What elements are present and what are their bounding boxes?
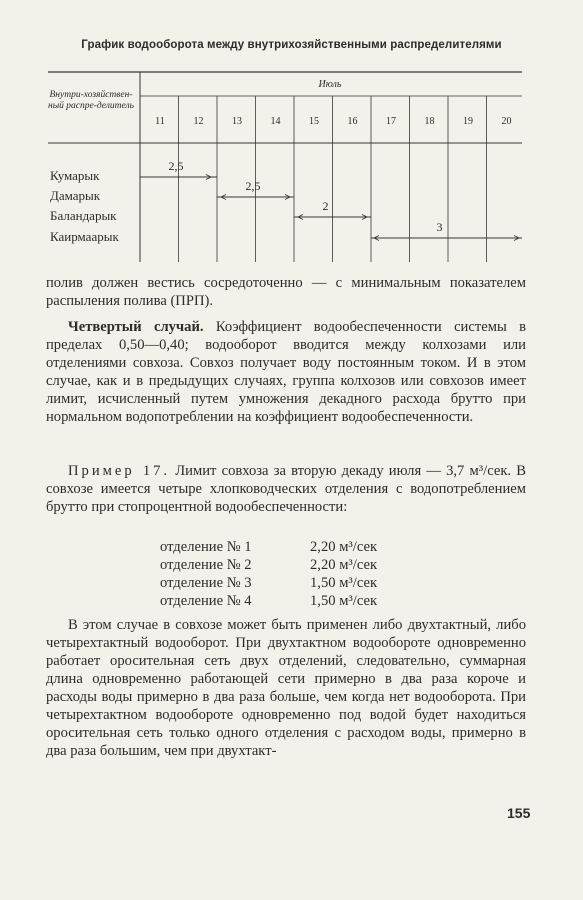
day-header: 16 — [347, 116, 358, 127]
rotation-value: 2,5 — [245, 179, 261, 193]
rotation-value: 2 — [322, 199, 329, 213]
page-number: 155 — [507, 805, 531, 821]
header-label: Внутри-хозяйствен-ный распре-делитель — [48, 90, 134, 111]
day-header: 14 — [270, 116, 281, 127]
day-header: 12 — [193, 116, 204, 127]
paragraph-4-text: В этом случае в совхозе может быть применен либо двухтактный, либо четырехтактный водооборот. При двухтактном водообороте одновременно работает оросительная сеть двух отделений, следовательно, суммарная длина одновременно работающей сети примерно в два раза короче и расходы воды примерно в два раза больше, чем когда нет водооборота. При четырехтактном водообороте одновременно под водой будет находиться оросительная сеть только одного отделения с расходом воды, примерно в два раза большим, чем при двухтакт- — [46, 617, 526, 759]
department-list — [160, 538, 377, 610]
list-item: отделение № 4 1,50 м³/сек — [160, 593, 378, 609]
canal-name: Кумарык — [50, 168, 100, 183]
day-header: 17 — [386, 116, 396, 127]
paragraph-3 — [46, 462, 526, 516]
day-header: 11 — [155, 116, 165, 127]
month-header: Июль — [318, 79, 342, 90]
paragraph-4 — [46, 616, 526, 760]
rotation-value: 2,5 — [168, 159, 184, 173]
paragraph-2 — [46, 318, 526, 426]
table-caption: График водооборота между внутрихозяйственными распределителями — [81, 39, 502, 51]
list-item: отделение № 2 2,20 м³/сек — [160, 557, 378, 573]
case-heading: Четвертый случай. — [68, 319, 204, 335]
canal-name: Баландарык — [50, 208, 117, 223]
list-item: отделение № 1 2,20 м³/сек — [160, 539, 378, 555]
paragraph-1-text: полив должен вестись сосредоточенно — с минимальным показателем распыления полива (ПРП). — [46, 275, 526, 309]
canal-name: Дамарык — [50, 188, 101, 203]
day-header: 15 — [309, 116, 319, 127]
rotation-value: 3 — [436, 220, 443, 234]
day-header: 13 — [232, 116, 242, 127]
list-item: отделение № 3 1,50 м³/сек — [160, 575, 378, 591]
day-header: 19 — [463, 116, 473, 127]
day-header: 20 — [501, 116, 512, 127]
water-rotation-table — [0, 0, 583, 270]
case-body: Коэффициент водообеспеченности системы в пределах 0,50—0,40; водооборот вводится между колхозами или отделениями совхоза. Совхоз получает воду постоянным током. И в этом случае, как и в предыдущих случаях, группа колхозов или совхозов имеет лимит, исчисленный путем умножения декадного расхода брутто при нормальном водопотреблении на коэффициент водообеспеченности. — [46, 319, 526, 425]
paragraph-1 — [46, 274, 526, 310]
example-heading: Пример 17. — [68, 463, 171, 479]
example-body: Лимит совхоза за вторую декаду июля — 3,7 м³/сек. В совхозе имеется четыре хлопководческих отделения с водопотреблением брутто при стопроцентной водообеспеченности: — [46, 463, 526, 515]
canal-name: Каирмаарык — [50, 229, 119, 244]
day-header: 18 — [424, 116, 435, 127]
